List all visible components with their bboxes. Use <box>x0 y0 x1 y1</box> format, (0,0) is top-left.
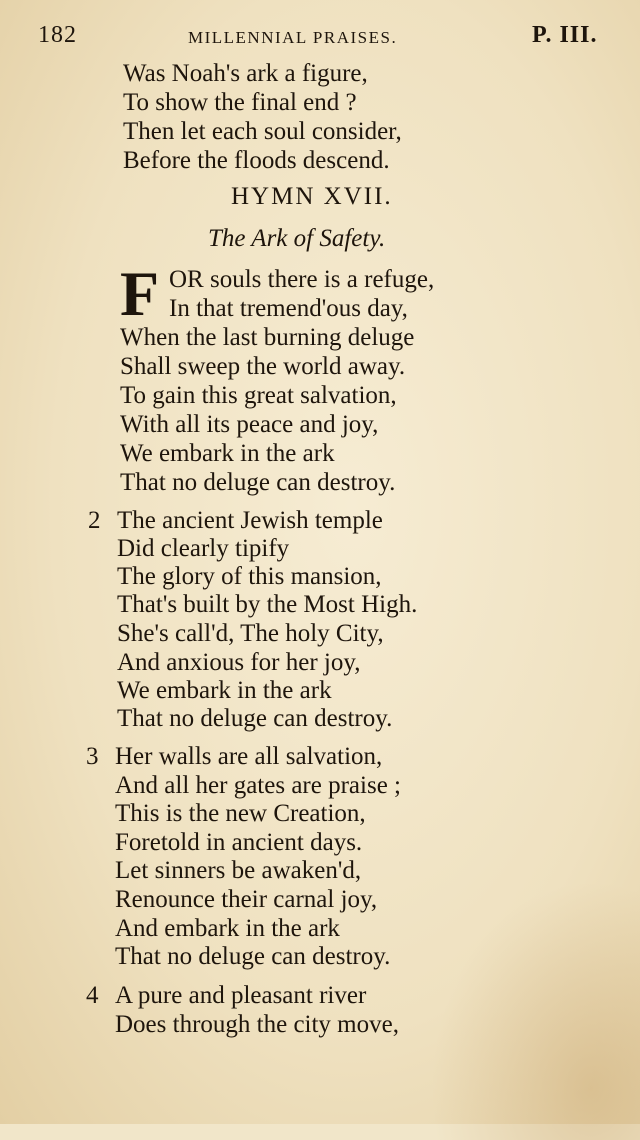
verse-line: That no deluge can destroy. <box>115 943 391 970</box>
verse-line: This is the new Creation, <box>115 800 366 827</box>
verse-line: We embark in the ark <box>120 440 335 467</box>
verse-line: We embark in the ark <box>117 677 332 704</box>
verse-line: And all her gates are praise ; <box>115 772 401 799</box>
verse-line: OR souls there is a refuge, <box>169 266 435 293</box>
verse-line: Renounce their carnal joy, <box>115 886 378 913</box>
verse-line: Shall sweep the world away. <box>120 353 406 380</box>
part-label: P. III. <box>532 22 598 48</box>
verse-line: That no deluge can destroy. <box>117 705 393 732</box>
drop-cap: F <box>120 258 160 329</box>
verse-line: A pure and pleasant river <box>115 982 367 1009</box>
verse-line: Then let each soul consider, <box>123 118 402 145</box>
verse-line: Did clearly tipify <box>117 535 290 562</box>
verse-line: The ancient Jewish temple <box>117 507 383 534</box>
verse-line: To show the final end ? <box>123 89 357 116</box>
verse-line: And anxious for her joy, <box>117 649 361 676</box>
verse-line: That no deluge can destroy. <box>120 469 396 496</box>
verse-line: Foretold in ancient days. <box>115 829 363 856</box>
hymn-title: The Ark of Safety. <box>208 225 386 252</box>
paper-stain <box>430 880 640 1140</box>
hymn-number: HYMN XVII. <box>231 183 393 210</box>
verse-line: Let sinners be awaken'd, <box>115 857 362 884</box>
verse-line: In that tremend'ous day, <box>169 295 408 322</box>
verse-line: When the last burning deluge <box>120 324 415 351</box>
running-head <box>0 22 640 52</box>
stanza-number: 3 <box>86 743 99 770</box>
verse-line: Was Noah's ark a figure, <box>123 60 368 87</box>
stanza-number: 4 <box>86 982 99 1009</box>
verse-line: With all its peace and joy, <box>120 411 379 438</box>
verse-line: Her walls are all salvation, <box>115 743 383 770</box>
verse-line: She's call'd, The holy City, <box>117 620 384 647</box>
verse-line: Before the floods descend. <box>123 147 390 174</box>
verse-line: Does through the city move, <box>115 1011 399 1038</box>
running-title: MILLENNIAL PRAISES. <box>188 28 398 47</box>
verse-line: To gain this great salvation, <box>120 382 397 409</box>
verse-line: The glory of this mansion, <box>117 563 382 590</box>
verse-line: That's built by the Most High. <box>117 591 418 618</box>
verse-line: And embark in the ark <box>115 915 340 942</box>
stanza-number: 2 <box>88 507 101 534</box>
page-number: 182 <box>38 22 77 48</box>
